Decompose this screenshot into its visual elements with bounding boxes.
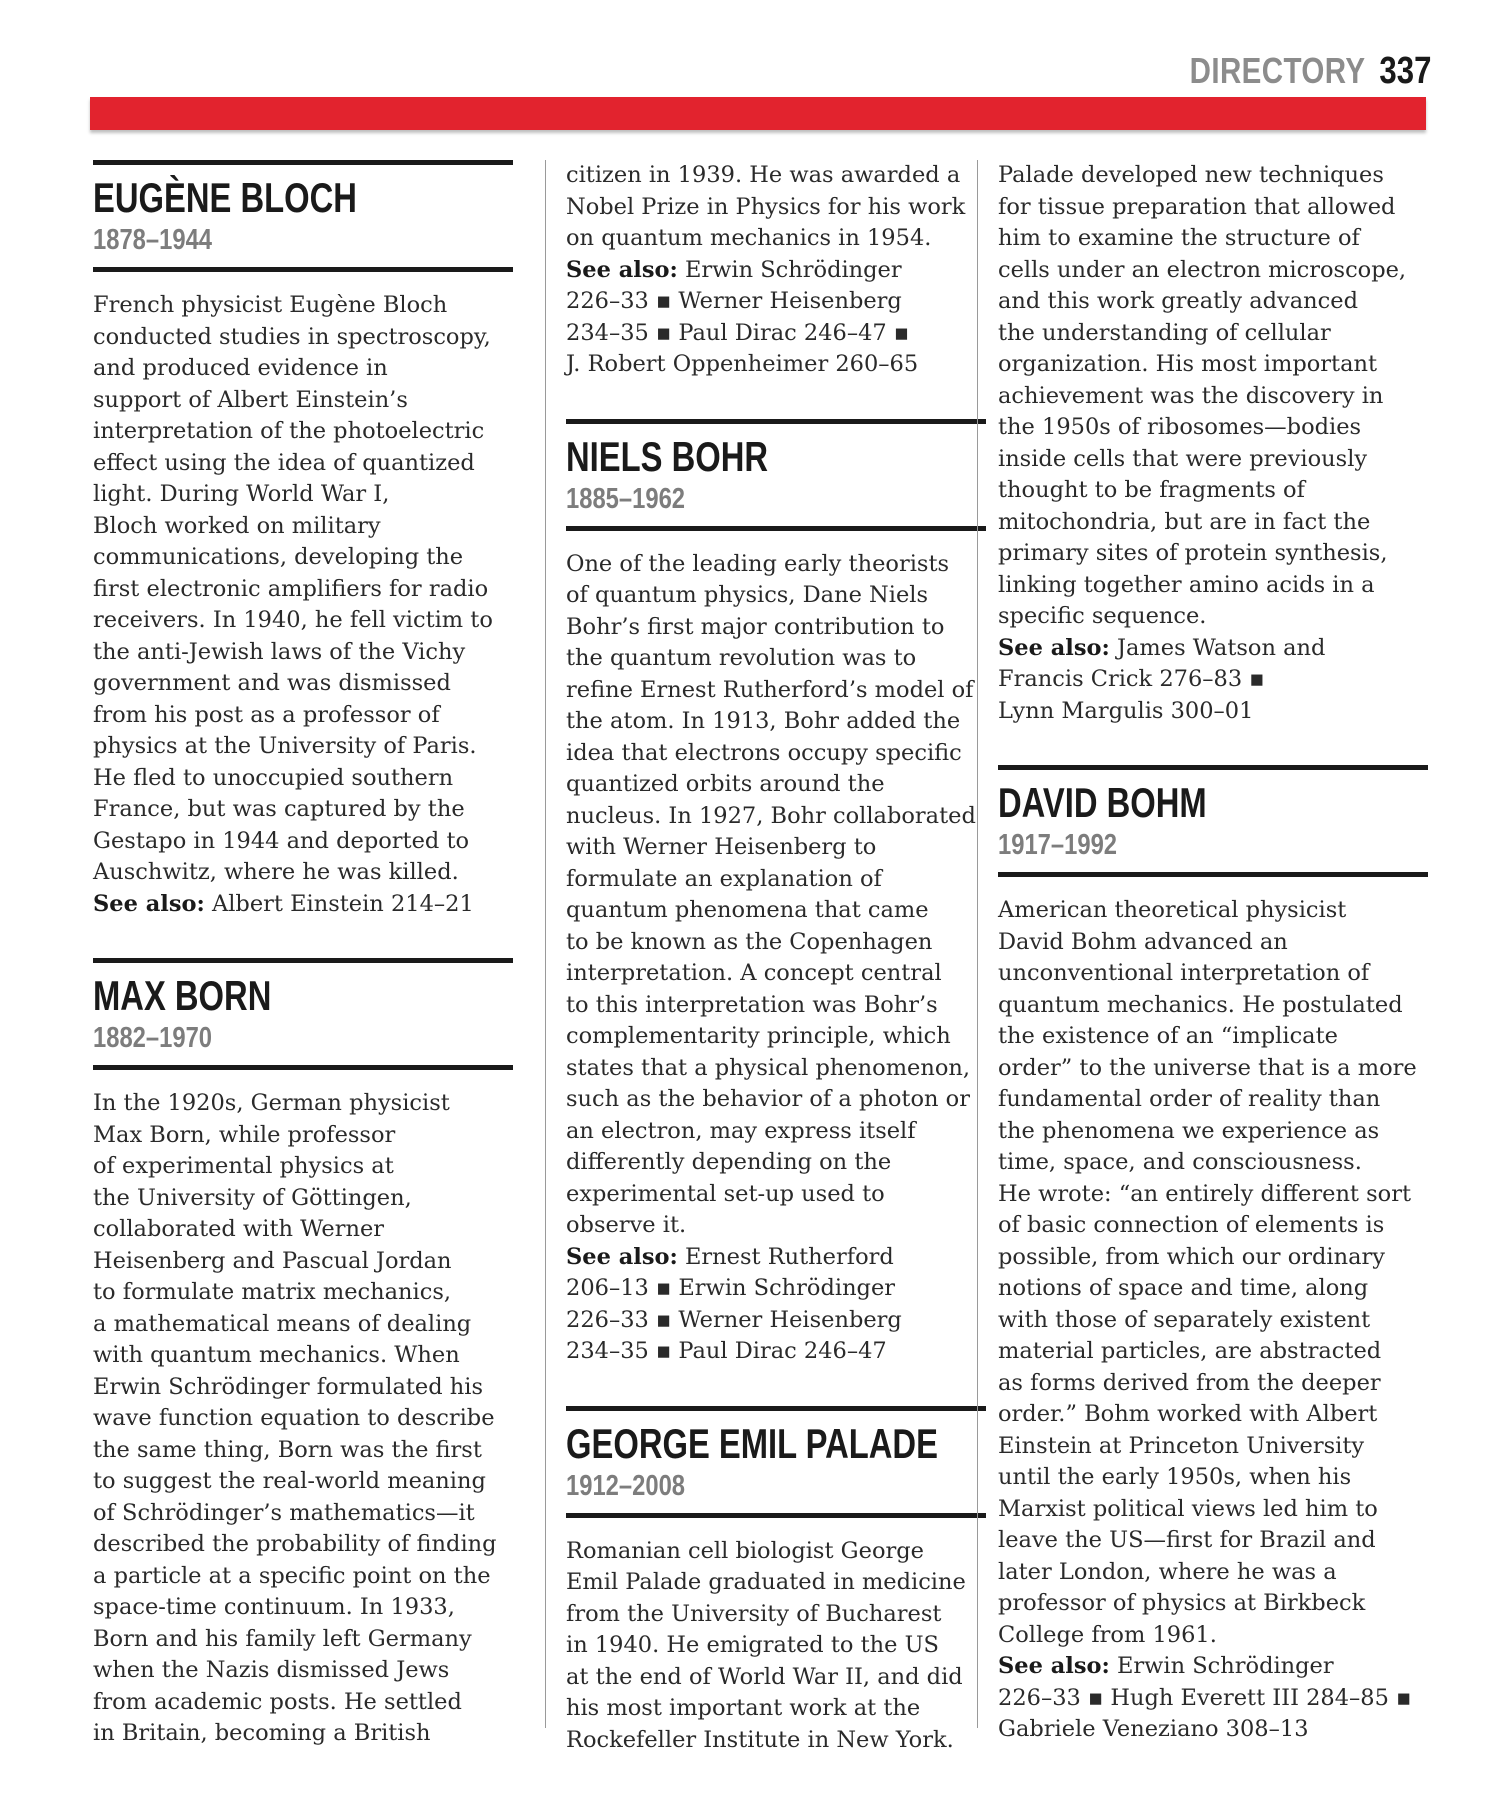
section-title: DIRECTORY bbox=[1189, 50, 1366, 91]
entry-dates: 1885–1962 bbox=[566, 482, 686, 515]
column-2 bbox=[545, 160, 986, 1753]
entry-text: Palade developed new techniques for tissue preparation that allowed him to examine the structure of cells under an electron microscope, and this work greatly advanced the understanding of cellular organization. His most important achievement was the discovery in the 1950s of ribosomes—bodies inside cells that were previously thought to be fragments of mitochondria, but are in fact the primary sites of protein synthesis, linking together amino acids in a specific sequence. bbox=[998, 162, 1407, 629]
entry-bohr bbox=[566, 419, 986, 1368]
column-3 bbox=[977, 160, 1428, 1742]
entry-text: One of the leading early theorists of quantum physics, Dane Niels Bohr’s first major contribution to the quantum revolution was to refine Ernest Rutherford’s model of the atom. In 1913, Bohr added the idea that electrons occupy specific quantized orbits around the nucleus. In 1927, Bohr collaborated with Werner Heisenberg to formulate an explanation of quantum phenomena that came to be known as the Copenhagen interpretation. A concept central to this interpretation was Bohr’s complementarity principle, which states that a physical phenomenon, such as the behavior of a photon or an electron, may express itself differently depending on the experimental set-up used to observe it. bbox=[566, 550, 976, 1238]
entry-dates: 1917–1992 bbox=[998, 829, 1118, 861]
entry-dates: 1912–2008 bbox=[566, 1469, 686, 1502]
entry-name: MAX BORN bbox=[93, 972, 272, 1019]
entry-name: EUGÈNE BLOCH bbox=[93, 174, 357, 221]
entry-born bbox=[93, 958, 513, 1750]
accent-bar bbox=[90, 97, 1426, 130]
page-number: 337 bbox=[1379, 50, 1431, 92]
entry-name: GEORGE EMIL PALADE bbox=[566, 1419, 938, 1467]
entry-bloch bbox=[93, 160, 513, 920]
see-also: See also: Ernest Rutherford 206–13 ▪ Erwin Schrödinger 226–33 ▪ Werner Heisenberg 234–35 ▪ Paul Dirac 246–47 bbox=[566, 1243, 902, 1364]
entry-name: DAVID BOHM bbox=[998, 779, 1207, 826]
column-1 bbox=[93, 160, 513, 1788]
entry-text: citizen in 1939. He was awarded a Nobel Prize in Physics for his work on quantum mechanics in 1954. bbox=[566, 162, 966, 251]
entry-text: American theoretical physicist David Bohm advanced an unconventional interpretation of quantum mechanics. He postulated the existence of an “implicate order” to the universe that is a more fundamental order of reality than the phenomena we experience as time, space, and consciousness. He wrote: “an entirely different sort of basic connection of elements is possible, from which our ordinary notions of space and time, along with those of separately existent material particles, are abstracted as forms derived from the deeper order.” Bohm worked with Albert Einstein at Princeton University until the early 1950s, when his Marxist political views led him to leave the US—first for Brazil and later London, where he was a professor of physics at Birkbeck College from 1961. bbox=[998, 897, 1417, 1648]
entry-text: In the 1920s, German physicist Max Born, while professor of experimental physics at the University of Göttingen, collaborated with Werner Heisenberg and Pascual Jordan to formulate matrix mechanics, a mathematical means of dealing with quantum mechanics. When Erwin Schrödinger formulated his wave function equation to describe the same thing, Born was the first to suggest the real-world meaning of Schrödinger’s mathematics—it described the probability of finding a particle at a specific point on the space-time continuum. In 1933, Born and his family left Germany when the Nazis dismissed Jews from academic posts. He settled in Britain, becoming a British bbox=[93, 1090, 497, 1746]
entry-palade-continued bbox=[998, 160, 1428, 727]
page-header bbox=[1151, 50, 1431, 94]
entry-name: NIELS BOHR bbox=[566, 432, 769, 480]
entry-palade bbox=[566, 1406, 986, 1757]
entry-dates: 1878–1944 bbox=[93, 224, 213, 256]
see-also: See also: Erwin Schrödinger 226–33 ▪ Hugh Everett III 284–85 ▪ Gabriele Veneziano 308–13 bbox=[998, 1653, 1412, 1742]
entry-bohm bbox=[998, 765, 1428, 1746]
see-also: See also: Albert Einstein 214–21 bbox=[93, 890, 474, 917]
entry-text: French physicist Eugène Bloch conducted studies in spectroscopy, and produced evidence in support of Albert Einstein’s interpretation of the photoelectric effect using the idea of quantized light. During World War I, Bloch worked on military communications, developing the first electronic amplifiers for radio receivers. In 1940, he fell victim to the anti-Jewish laws of the Vichy government and was dismissed from his post as a professor of physics at the University of Paris. He fled to unoccupied southern France, but was captured by the Gestapo in 1944 and deported to Auschwitz, where he was killed. bbox=[93, 292, 493, 885]
entry-text: Romanian cell biologist George Emil Palade graduated in medicine from the University of Bucharest in 1940. He emigrated to the US at the end of World War II, and did his most important work at the Rockefeller Institute in New York. bbox=[566, 1537, 966, 1753]
entry-dates: 1882–1970 bbox=[93, 1022, 213, 1054]
see-also: See also: James Watson and Francis Crick 276–83 ▪ Lynn Margulis 300–01 bbox=[998, 634, 1326, 724]
see-also: See also: Erwin Schrödinger 226–33 ▪ Werner Heisenberg 234–35 ▪ Paul Dirac 246–47 ▪ J. Robert Oppenheimer 260–65 bbox=[566, 256, 919, 377]
entry-born-continued bbox=[566, 160, 986, 381]
